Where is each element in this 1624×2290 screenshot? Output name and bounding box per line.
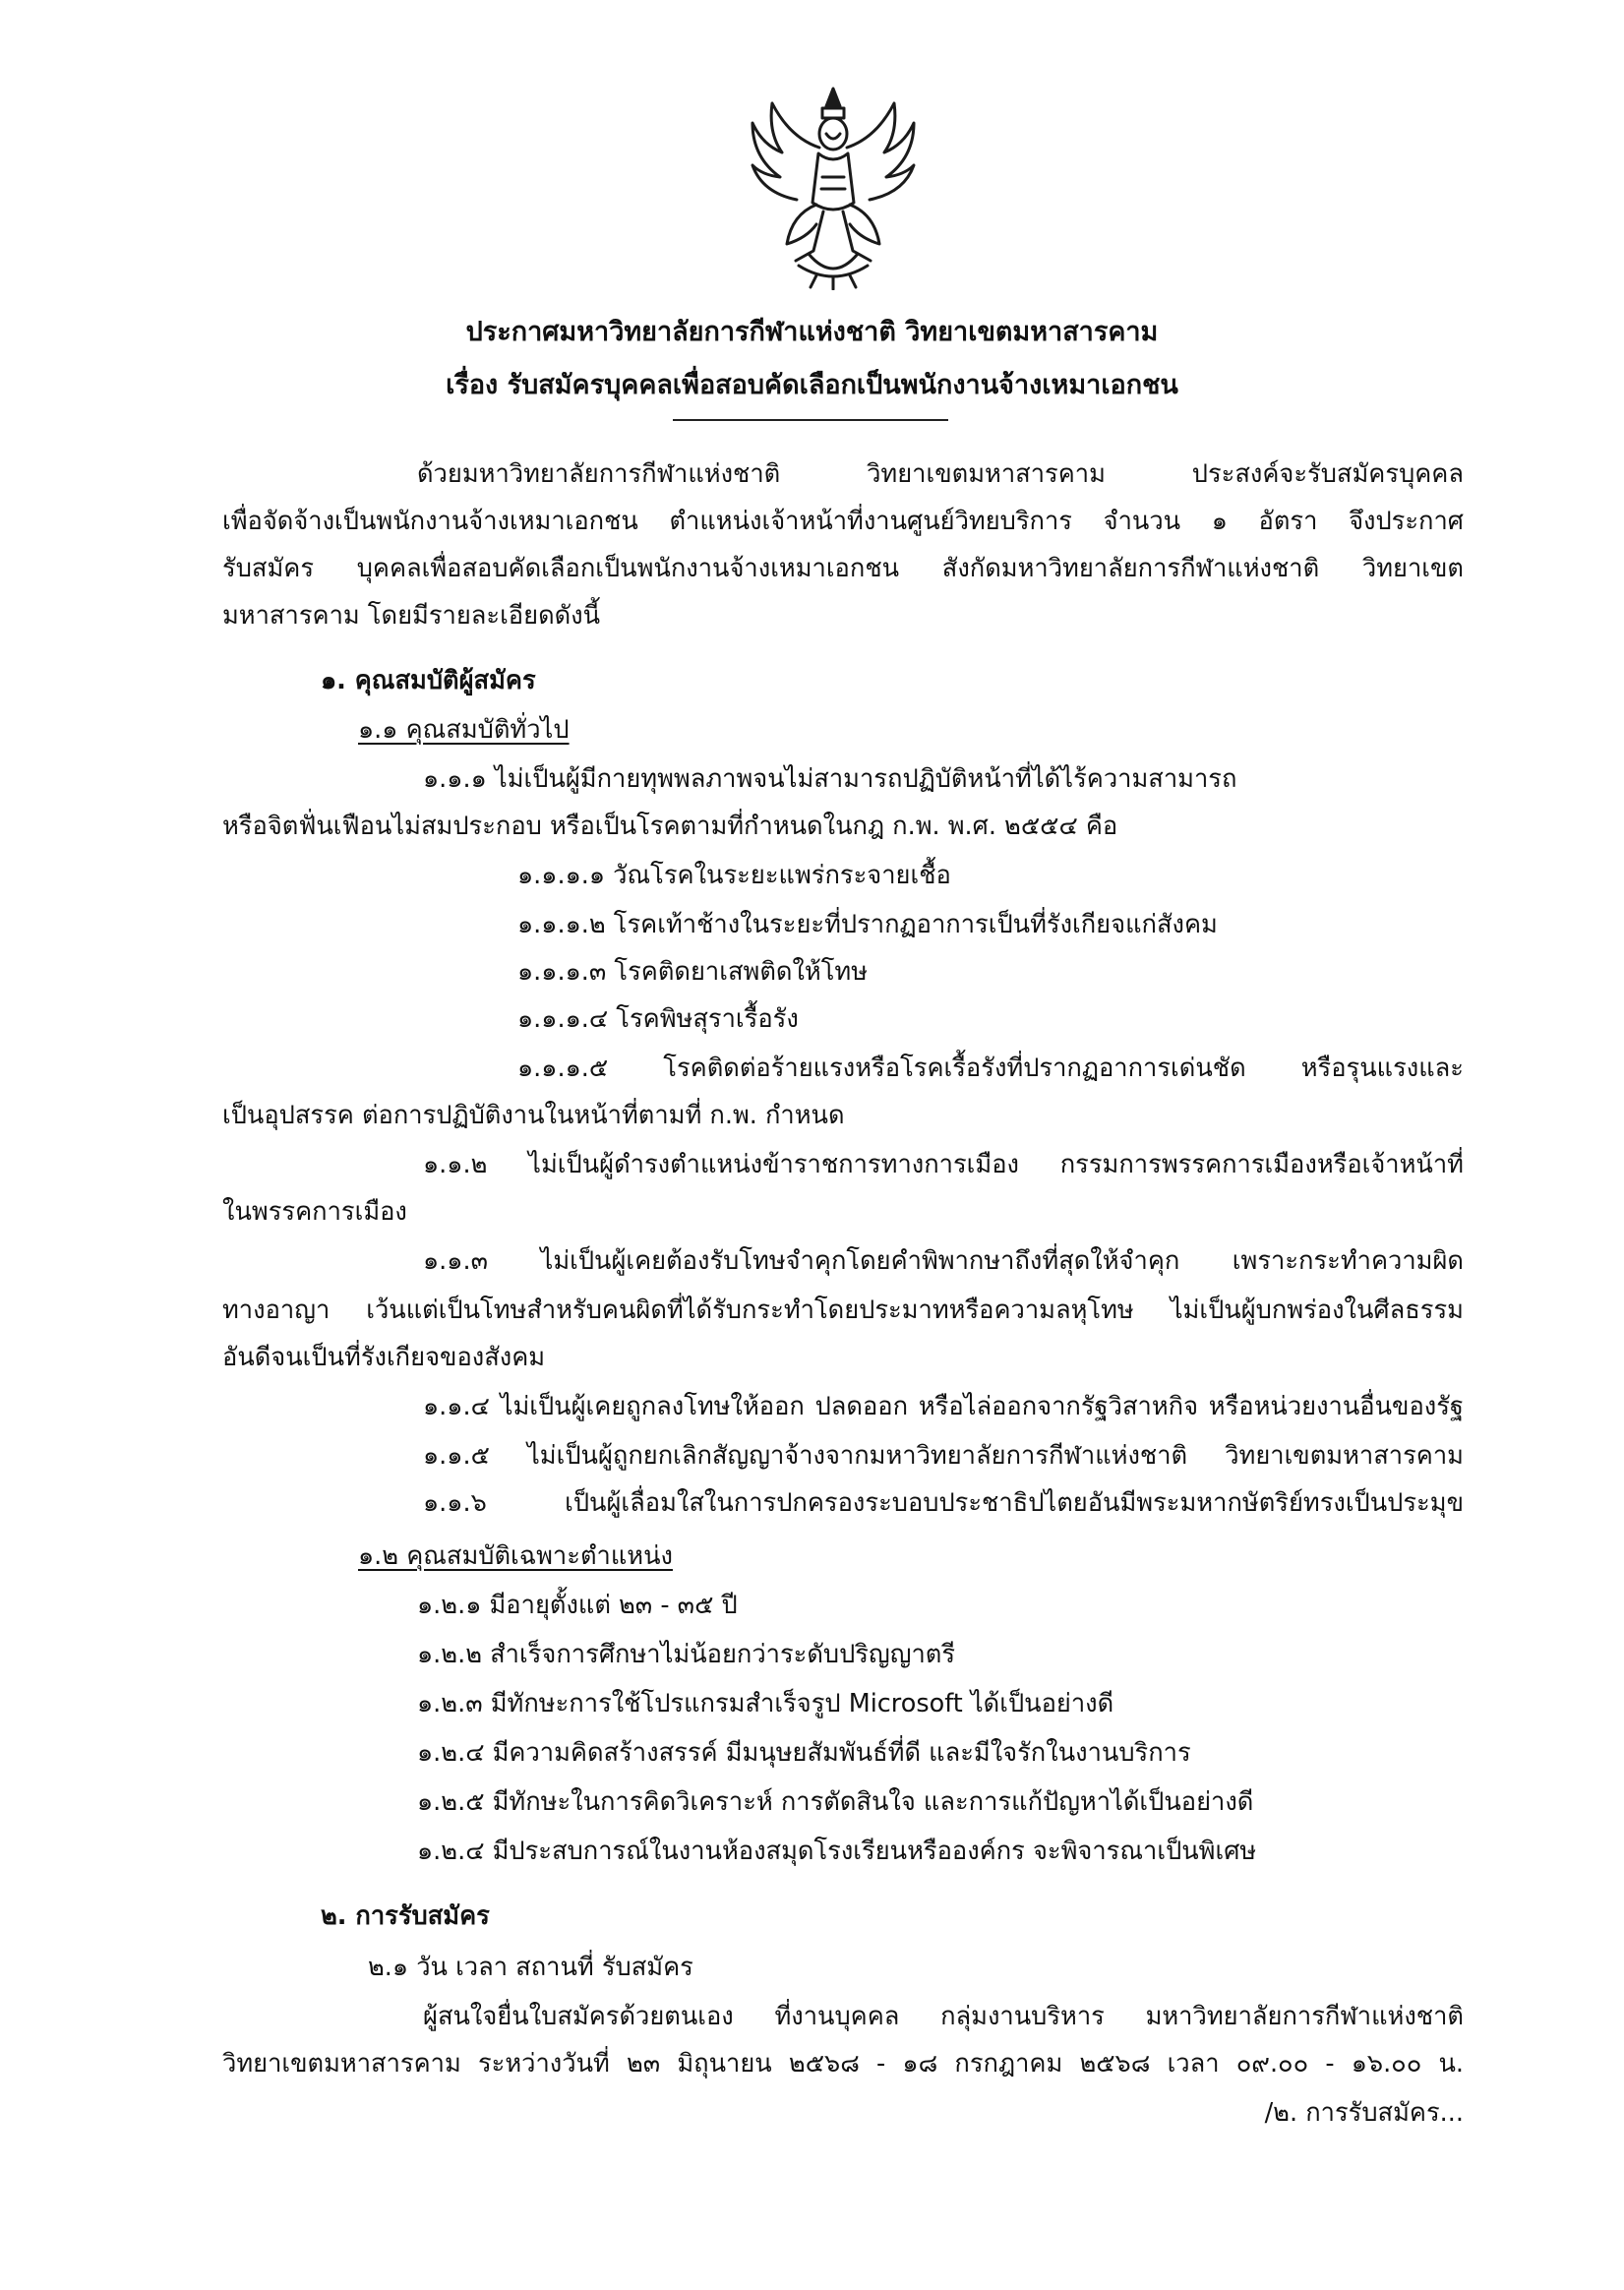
item-1-1-3-line-3: อันดีจนเป็นที่รังเกียจของสังคม xyxy=(222,1343,546,1372)
section-1-2-heading: ๑.๒ คุณสมบัติเฉพาะตำแหน่ง xyxy=(358,1541,673,1571)
section-2-heading: ๒. การรับสมัคร xyxy=(321,1901,490,1931)
disease-item-4: ๑.๑.๑.๔ โรคพิษสุราเรื้อรัง xyxy=(517,1004,799,1034)
specific-item-6: ๑.๒.๔ มีประสบการณ์ในงานห้องสมุดโรงเรียนหรือองค์กร จะพิจารณาเป็นพิเศษ xyxy=(417,1837,1257,1866)
section-2-1-heading: ๒.๑ วัน เวลา สถานที่ รับสมัคร xyxy=(368,1953,693,1982)
title-underline xyxy=(673,419,948,421)
garuda-emblem-icon xyxy=(740,79,927,290)
item-1-1-4: ๑.๑.๔ ไม่เป็นผู้เคยถูกลงโทษให้ออก ปลดออก หรือไล่ออกจากรัฐวิสาหกิจ หรือหน่วยงานอื่นของรัฐ xyxy=(423,1392,1464,1421)
intro-line-1: ด้วยมหาวิทยาลัยการกีฬาแห่งชาติ วิทยาเขตมหาสารคาม ประสงค์จะรับสมัครบุคคล xyxy=(417,459,1464,489)
section-1-heading: ๑. คุณสมบัติผู้สมัคร xyxy=(321,666,536,695)
specific-item-1: ๑.๒.๑ มีอายุตั้งแต่ ๒๓ - ๓๕ ปี xyxy=(417,1591,738,1620)
specific-item-3: ๑.๒.๓ มีทักษะการใช้โปรแกรมสำเร็จรูป Microsoft ได้เป็นอย่างดี xyxy=(417,1689,1114,1718)
continuation-note: /๒. การรับสมัคร... xyxy=(1264,2098,1464,2128)
disease-item-1: ๑.๑.๑.๑ วัณโรคในระยะแพร่กระจายเชื้อ xyxy=(517,861,951,890)
item-1-1-3-line-1: ๑.๑.๓ ไม่เป็นผู้เคยต้องรับโทษจำคุกโดยคำพิพากษาถึงที่สุดให้จำคุก เพราะกระทำความผิด xyxy=(423,1246,1464,1276)
item-1-1-1-line-2: หรือจิตฟั่นเฟือนไม่สมประกอบ หรือเป็นโรคตามที่กำหนดในกฎ ก.พ. พ.ศ. ๒๕๕๔ คือ xyxy=(222,812,1118,841)
specific-item-5: ๑.๒.๕ มีทักษะในการคิดวิเคราะห์ การตัดสินใจ และการแก้ปัญหาได้เป็นอย่างดี xyxy=(417,1787,1254,1817)
item-1-1-1-line-1: ๑.๑.๑ ไม่เป็นผู้มีกายทุพพลภาพจนไม่สามารถปฏิบัติหน้าที่ได้ไร้ความสามารถ xyxy=(423,764,1237,794)
intro-line-4: มหาสารคาม โดยมีรายละเอียดดังนี้ xyxy=(222,601,601,631)
item-1-1-2-line-2: ในพรรคการเมือง xyxy=(222,1197,407,1227)
item-1-1-3-line-2: ทางอาญา เว้นแต่เป็นโทษสำหรับคนผิดที่ได้รับกระทำโดยประมาทหรือความลหุโทษ ไม่เป็นผู้บกพร่องในศีลธรรม xyxy=(222,1296,1464,1325)
item-1-1-5: ๑.๑.๕ ไม่เป็นผู้ถูกยกเลิกสัญญาจ้างจากมหาวิทยาลัยการกีฬาแห่งชาติ วิทยาเขตมหาสารคาม xyxy=(423,1441,1464,1471)
announcement-title: ประกาศมหาวิทยาลัยการกีฬาแห่งชาติ วิทยาเขตมหาสารคาม xyxy=(465,317,1159,347)
specific-item-2: ๑.๒.๒ สำเร็จการศึกษาไม่น้อยกว่าระดับปริญญาตรี xyxy=(417,1640,956,1669)
section-1-1-heading: ๑.๑ คุณสมบัติทั่วไป xyxy=(358,715,570,745)
disease-item-3: ๑.๑.๑.๓ โรคติดยาเสพติดให้โทษ xyxy=(517,957,869,987)
section-2-1-line-1: ผู้สนใจยื่นใบสมัครด้วยตนเอง ที่งานบุคคล กลุ่มงานบริหาร มหาวิทยาลัยการกีฬาแห่งชาติ xyxy=(423,2002,1464,2031)
intro-line-2: เพื่อจัดจ้างเป็นพนักงานจ้างเหมาเอกชน ตำแหน่งเจ้าหน้าที่งานศูนย์วิทยบริการ จำนวน ๑ อัตรา จึงประกาศ xyxy=(222,507,1464,536)
disease-item-2: ๑.๑.๑.๒ โรคเท้าช้างในระยะที่ปรากฏอาการเป็นที่รังเกียจแก่สังคม xyxy=(517,910,1218,939)
section-2-1-line-2: วิทยาเขตมหาสารคาม ระหว่างวันที่ ๒๓ มิถุนายน ๒๕๖๘ - ๑๘ กรกฎาคม ๒๕๖๘ เวลา ๐๙.๐๐ - ๑๖.๐๐ น. xyxy=(222,2049,1464,2079)
disease-item-5-line-1: ๑.๑.๑.๕ โรคติดต่อร้ายแรงหรือโรคเรื้อรังที่ปรากฏอาการเด่นชัด หรือรุนแรงและ xyxy=(517,1054,1464,1083)
announcement-subject: เรื่อง รับสมัครบุคคลเพื่อสอบคัดเลือกเป็นพนักงานจ้างเหมาเอกชน xyxy=(446,370,1178,400)
item-1-1-6: ๑.๑.๖ เป็นผู้เลื่อมใสในการปกครองระบอบประชาธิปไตยอันมีพระมหากษัตริย์ทรงเป็นประมุข xyxy=(423,1488,1464,1518)
item-1-1-2-line-1: ๑.๑.๒ ไม่เป็นผู้ดำรงตำแหน่งข้าราชการทางการเมือง กรรมการพรรคการเมืองหรือเจ้าหน้าที่ xyxy=(423,1150,1464,1179)
specific-item-4: ๑.๒.๔ มีความคิดสร้างสรรค์ มีมนุษยสัมพันธ์ที่ดี และมีใจรักในงานบริการ xyxy=(417,1738,1191,1768)
intro-line-3: รับสมัคร บุคคลเพื่อสอบคัดเลือกเป็นพนักงานจ้างเหมาเอกชน สังกัดมหาวิทยาลัยการกีฬาแห่งชาติ วิทยาเขต xyxy=(222,554,1464,583)
disease-item-5-line-2: เป็นอุปสรรค ต่อการปฏิบัติงานในหน้าที่ตามที่ ก.พ. กำหนด xyxy=(222,1101,845,1130)
